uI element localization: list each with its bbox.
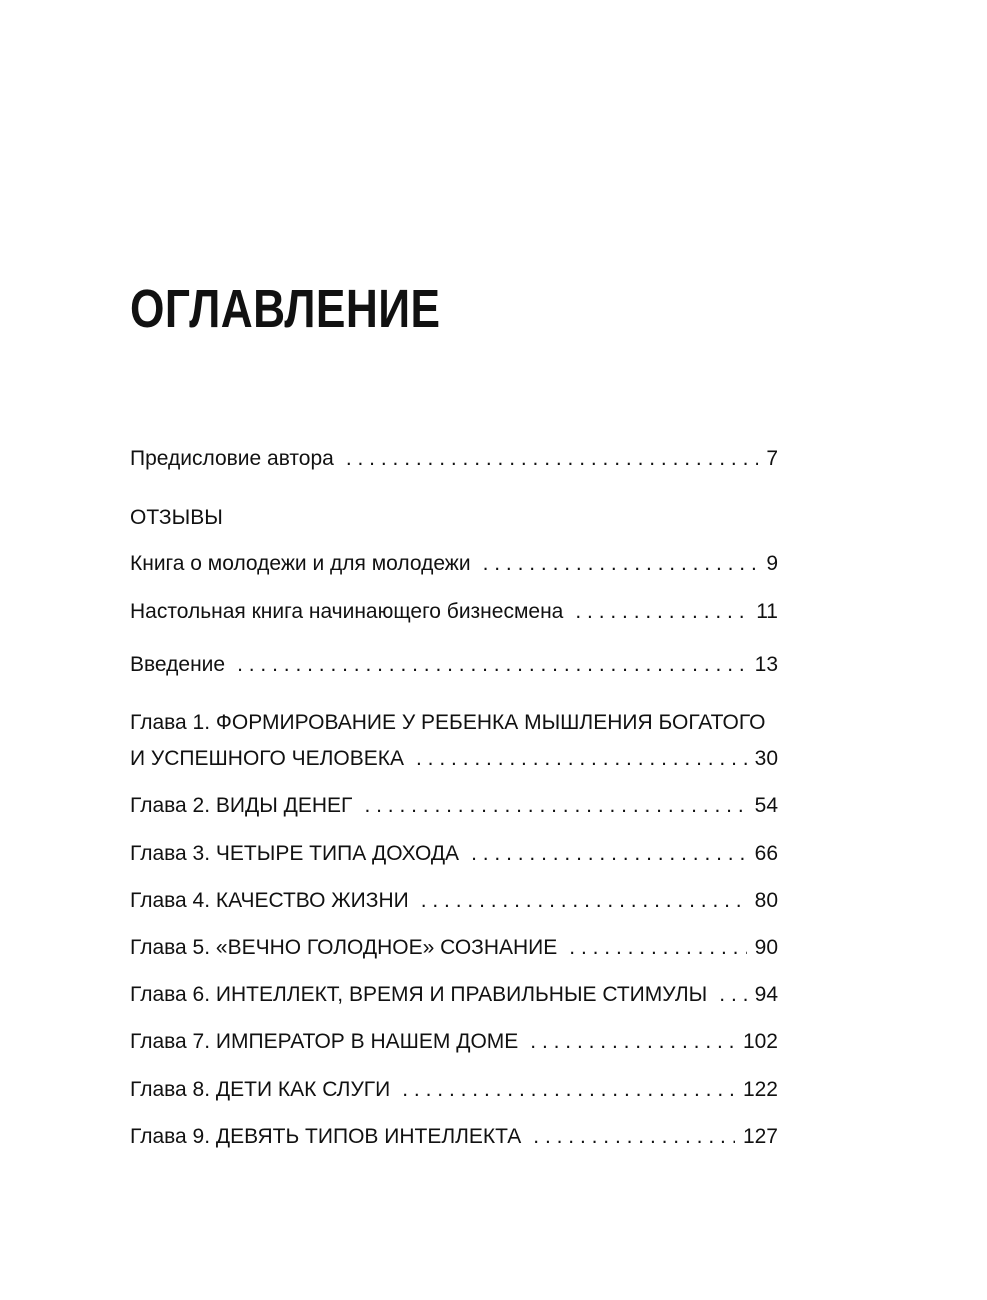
toc-entry-chapter-3: [130, 839, 778, 869]
dot-leader: [569, 933, 746, 963]
dot-leader: [530, 1027, 735, 1057]
toc-entry-chapter-9: [130, 1122, 778, 1152]
dot-leader: [416, 744, 747, 774]
dot-leader: [364, 791, 746, 821]
toc-entry-chapter-4: [130, 886, 778, 916]
dot-leader: [483, 549, 759, 579]
dot-leader: [421, 886, 747, 916]
toc-entry-text: Глава 4. КАЧЕСТВО ЖИЗНИ: [130, 889, 409, 912]
toc-entry-chapter-1-line-1: [130, 708, 778, 738]
page-title: ОГЛАВЛЕНИЕ: [130, 279, 441, 339]
toc-entry-text: Предисловие автора: [130, 447, 334, 470]
toc-section-heading: ОТЗЫВЫ: [130, 506, 223, 529]
dot-leader: [402, 1075, 735, 1105]
toc-entry-chapter-7: [130, 1027, 778, 1057]
toc-entry-text: Глава 8. ДЕТИ КАК СЛУГИ: [130, 1078, 391, 1101]
toc-entry-text: Введение: [130, 653, 226, 676]
toc-entry-text: И УСПЕШНОГО ЧЕЛОВЕКА: [130, 747, 405, 770]
toc-entry-text: Глава 3. ЧЕТЫРЕ ТИПА ДОХОДА: [130, 842, 460, 865]
toc-entry-text: Глава 7. ИМПЕРАТОР В НАШЕМ ДОМЕ: [130, 1030, 519, 1053]
toc-entry-page: 7: [766, 447, 778, 470]
dot-leader: [719, 980, 746, 1010]
toc-entry-page: 9: [766, 552, 778, 575]
toc-entry-page: 122: [742, 1078, 778, 1101]
toc-entry-text: Глава 2. ВИДЫ ДЕНЕГ: [130, 794, 353, 817]
toc-entry-preface: [130, 444, 778, 474]
toc-entry-page: 94: [754, 983, 778, 1006]
toc-entry-text: Глава 6. ИНТЕЛЛЕКТ, ВРЕМЯ И ПРАВИЛЬНЫЕ СТИМУЛЫ: [130, 983, 708, 1006]
toc-entry-page: 13: [754, 653, 778, 676]
toc-entry-text: Настольная книга начинающего бизнесмена: [130, 600, 564, 623]
toc-entry-introduction: [130, 650, 778, 680]
toc-entry-chapter-8: [130, 1075, 778, 1105]
toc-entry-page: 102: [742, 1030, 778, 1053]
toc-section-reviews: [130, 503, 778, 533]
toc-entry-page: 80: [754, 889, 778, 912]
toc-entry-review-1: [130, 549, 778, 579]
toc-entry-text: Глава 1. ФОРМИРОВАНИЕ У РЕБЕНКА МЫШЛЕНИЯ БОГАТОГО: [130, 711, 766, 734]
dot-leader: [346, 444, 758, 474]
dot-leader: [533, 1122, 735, 1152]
toc-entry-text: Глава 9. ДЕВЯТЬ ТИПОВ ИНТЕЛЛЕКТА: [130, 1125, 522, 1148]
toc-entry-page: 30: [754, 747, 778, 770]
dot-leader: [575, 597, 748, 627]
toc-entry-text: Книга о молодежи и для молодежи: [130, 552, 471, 575]
toc-entry-chapter-1-line-2: [130, 744, 778, 774]
toc-entry-page: 66: [754, 842, 778, 865]
toc-entry-page: 54: [754, 794, 778, 817]
toc-entry-text: Глава 5. «ВЕЧНО ГОЛОДНОЕ» СОЗНАНИЕ: [130, 936, 558, 959]
toc-entry-review-2: [130, 597, 778, 627]
dot-leader: [471, 839, 747, 869]
dot-leader: [237, 650, 747, 680]
toc-entry-page: 90: [754, 936, 778, 959]
toc-entry-chapter-2: [130, 791, 778, 821]
toc-entry-page: 127: [742, 1125, 778, 1148]
toc-entry-page: 11: [756, 600, 778, 623]
toc-entry-chapter-6: [130, 980, 778, 1010]
toc-entry-chapter-5: [130, 933, 778, 963]
